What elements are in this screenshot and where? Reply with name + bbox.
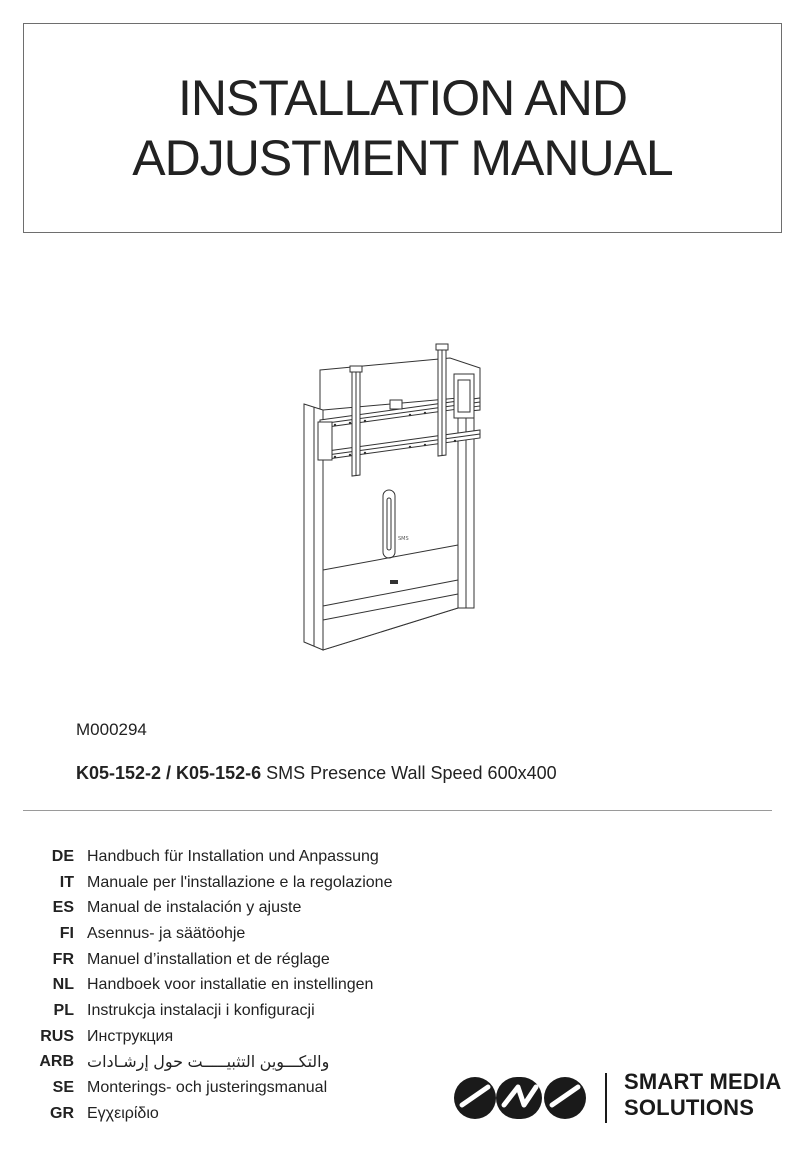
title-line-1: INSTALLATION AND — [178, 70, 627, 126]
language-title: Handbuch für Installation und Anpassung — [87, 847, 379, 865]
language-list — [20, 844, 392, 1127]
language-title: Asennus- ja säätöohje — [87, 924, 246, 942]
language-title: Handboek voor installatie en instellingen — [87, 976, 374, 994]
language-row-de — [20, 844, 392, 870]
brand-name-line-2: SOLUTIONS — [624, 1095, 755, 1120]
product-models: K05-152-2 / K05-152-6 — [76, 763, 262, 783]
language-title: Manual de instalación y ajuste — [87, 899, 302, 917]
sms-logo-icon — [452, 1069, 592, 1125]
document-code: M000294 — [76, 720, 147, 739]
panel-mark-label: SMS — [398, 536, 409, 542]
language-code: PL — [53, 1001, 74, 1019]
language-code: ES — [52, 899, 74, 917]
language-code: FR — [52, 950, 74, 968]
language-row-arb — [20, 1050, 392, 1076]
language-code: FI — [59, 924, 74, 942]
language-code: GR — [50, 1104, 74, 1122]
language-row-nl — [20, 972, 392, 998]
language-row-se — [20, 1075, 392, 1101]
language-title: Monterings- och justeringsmanual — [87, 1079, 328, 1097]
language-title: Instrukcja instalacji i konfiguracji — [87, 1001, 315, 1019]
title-line-2: ADJUSTMENT MANUAL — [132, 130, 673, 186]
language-row-it — [20, 870, 392, 896]
wall-mount-illustration — [290, 340, 500, 660]
language-title: Manuel d’installation et de réglage — [87, 950, 330, 968]
language-row-pl — [20, 998, 392, 1024]
brand-name — [624, 1069, 781, 1121]
language-code: ARB — [39, 1053, 74, 1071]
language-row-fi — [20, 921, 392, 947]
brand-block — [452, 1065, 792, 1137]
language-title: Инструкция — [87, 1027, 174, 1045]
language-title: والتكـــوين التثبيـــــت حول إرشـادات — [87, 1054, 330, 1072]
language-row-rus — [20, 1024, 392, 1050]
product-line — [76, 763, 557, 784]
language-code: IT — [59, 873, 74, 891]
brand-name-line-1: SMART MEDIA — [624, 1069, 782, 1094]
title-box — [23, 23, 782, 233]
language-row-es — [20, 895, 392, 921]
language-row-fr — [20, 947, 392, 973]
language-title: Εγχειρίδιο — [87, 1104, 159, 1122]
brand-separator — [605, 1073, 607, 1123]
language-row-gr — [20, 1101, 392, 1127]
language-code: SE — [52, 1079, 74, 1097]
language-code: RUS — [40, 1027, 74, 1045]
product-name: SMS Presence Wall Speed 600x400 — [266, 763, 557, 783]
language-code: NL — [52, 976, 74, 994]
language-code: DE — [51, 847, 74, 865]
language-title: Manuale per l'installazione e la regolazione — [87, 873, 393, 891]
section-divider — [23, 810, 772, 811]
